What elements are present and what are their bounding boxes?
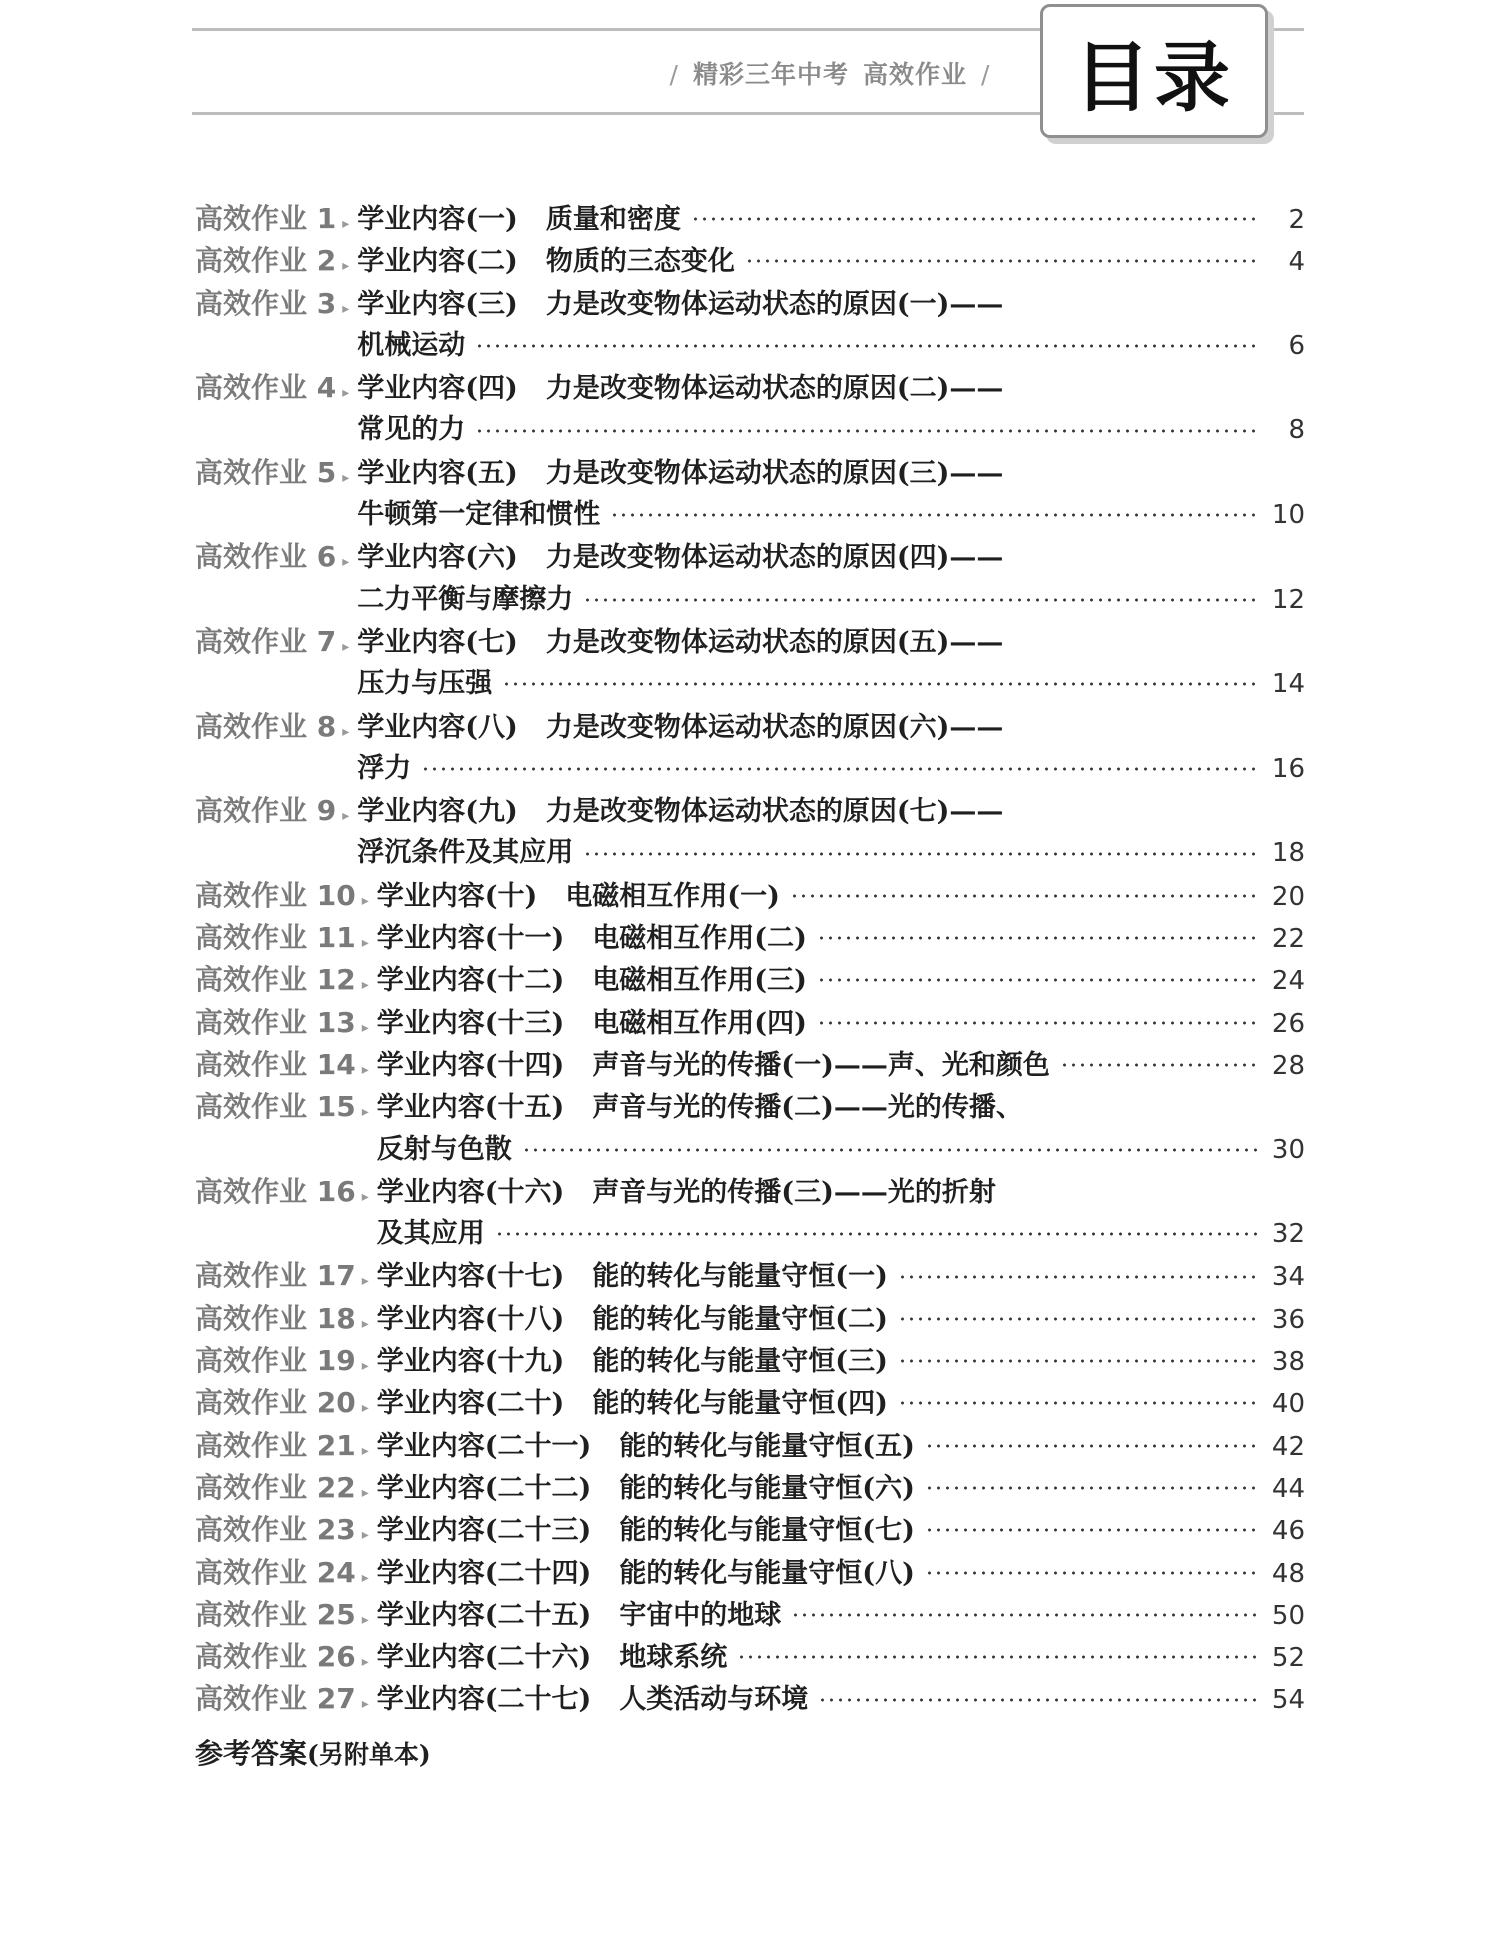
entry-topic: 电磁相互作用(一) xyxy=(565,880,780,912)
toc-entry[interactable] xyxy=(195,367,1305,452)
page-number: 12 xyxy=(1271,584,1305,615)
entry-unit: 学业内容(二十) xyxy=(376,1388,565,1420)
toc-line-continued xyxy=(195,748,1305,790)
entry-unit: 学业内容(十一) xyxy=(376,923,565,955)
page-title: 目录 xyxy=(1074,32,1234,122)
toc-line xyxy=(195,1467,1305,1509)
toc-entry[interactable] xyxy=(195,621,1305,706)
entry-topic: 力是改变物体运动状态的原因(五)—— xyxy=(545,626,1004,658)
triangle-right-icon: ▸ xyxy=(361,1696,369,1713)
entry-topic: 能的转化与能量守恒(二) xyxy=(592,1303,888,1335)
entry-topic: 电磁相互作用(二) xyxy=(592,923,807,955)
toc-entry[interactable] xyxy=(195,790,1305,875)
toc-line xyxy=(195,1086,1305,1128)
page-number: 14 xyxy=(1271,669,1305,700)
entry-unit: 学业内容(四) xyxy=(357,373,518,405)
triangle-right-icon: ▸ xyxy=(342,258,350,275)
entry-label: 高效作业 23 xyxy=(195,1513,356,1547)
toc-entry[interactable] xyxy=(195,1298,1305,1340)
toc-line xyxy=(195,1382,1305,1424)
page-number: 18 xyxy=(1271,838,1305,869)
toc-line xyxy=(195,1552,1305,1594)
entry-topic: 力是改变物体运动状态的原因(六)—— xyxy=(545,711,1004,743)
entry-label: 高效作业 16 xyxy=(195,1174,356,1208)
entry-topic: 电磁相互作用(三) xyxy=(592,965,807,997)
triangle-right-icon: ▸ xyxy=(361,1358,369,1375)
page-number: 44 xyxy=(1271,1473,1305,1504)
toc-entry[interactable] xyxy=(195,198,1305,240)
toc-line-continued xyxy=(195,663,1305,705)
entry-topic: 力是改变物体运动状态的原因(三)—— xyxy=(545,457,1004,489)
page-number: 6 xyxy=(1288,330,1305,361)
toc-line xyxy=(195,1171,1305,1213)
entry-label: 高效作业 24 xyxy=(195,1555,356,1589)
title-tab xyxy=(1040,4,1268,138)
dot-leader xyxy=(522,1147,1259,1153)
entry-unit: 学业内容(六) xyxy=(357,542,518,574)
page-number: 46 xyxy=(1271,1516,1305,1547)
triangle-right-icon: ▸ xyxy=(361,1569,369,1586)
toc-entry[interactable] xyxy=(195,536,1305,621)
dot-leader xyxy=(925,1570,1259,1576)
toc-line-continued xyxy=(195,494,1305,536)
entry-topic-continued: 压力与压强 xyxy=(357,668,493,700)
page-number: 34 xyxy=(1271,1262,1305,1293)
entry-unit: 学业内容(二十二) xyxy=(376,1472,592,1504)
entry-topic: 地球系统 xyxy=(619,1642,728,1674)
entry-label: 高效作业 26 xyxy=(195,1640,356,1674)
entry-label: 高效作业 7 xyxy=(195,624,337,658)
dot-leader xyxy=(610,512,1259,518)
triangle-right-icon: ▸ xyxy=(361,1188,369,1205)
page-number: 10 xyxy=(1271,500,1305,531)
toc-entry[interactable] xyxy=(195,875,1305,917)
page-number: 8 xyxy=(1288,415,1305,446)
dot-leader xyxy=(502,681,1259,687)
toc-entry[interactable] xyxy=(195,1467,1305,1509)
entry-topic: 力是改变物体运动状态的原因(四)—— xyxy=(545,542,1004,574)
entry-label: 高效作业 14 xyxy=(195,1047,356,1081)
toc-line xyxy=(195,1636,1305,1678)
dot-leader xyxy=(818,1697,1259,1703)
dot-leader xyxy=(737,1654,1259,1660)
entry-label: 高效作业 3 xyxy=(195,286,337,320)
page-number: 32 xyxy=(1271,1219,1305,1250)
entry-topic: 声音与光的传播(三)——光的折射 xyxy=(592,1176,996,1208)
entry-topic: 宇宙中的地球 xyxy=(619,1599,782,1631)
triangle-right-icon: ▸ xyxy=(342,638,350,655)
entry-unit: 学业内容(十八) xyxy=(376,1303,565,1335)
toc-line-continued xyxy=(195,409,1305,451)
toc-line xyxy=(195,283,1305,325)
toc-line xyxy=(195,706,1305,748)
toc-line xyxy=(195,1509,1305,1551)
entry-unit: 学业内容(十五) xyxy=(376,1092,565,1124)
toc-entry[interactable] xyxy=(195,1552,1305,1594)
entry-label: 高效作业 20 xyxy=(195,1386,356,1420)
entry-unit: 学业内容(二十四) xyxy=(376,1557,592,1589)
toc-entry[interactable] xyxy=(195,452,1305,537)
entry-unit: 学业内容(十) xyxy=(376,880,538,912)
entry-label: 高效作业 17 xyxy=(195,1259,356,1293)
dot-leader xyxy=(898,1274,1259,1280)
page-number: 20 xyxy=(1271,881,1305,912)
entry-label: 高效作业 27 xyxy=(195,1682,356,1716)
entry-topic: 力是改变物体运动状态的原因(一)—— xyxy=(545,288,1004,320)
entry-unit: 学业内容(十六) xyxy=(376,1176,565,1208)
toc-line-continued xyxy=(195,325,1305,367)
answers-paren-note: (另附单本) xyxy=(307,1740,431,1769)
entry-topic-continued: 浮沉条件及其应用 xyxy=(357,837,574,869)
entry-label: 高效作业 2 xyxy=(195,244,337,278)
toc-entry[interactable] xyxy=(195,1594,1305,1636)
triangle-right-icon: ▸ xyxy=(361,1061,369,1078)
triangle-right-icon: ▸ xyxy=(361,1315,369,1332)
entry-label: 高效作业 25 xyxy=(195,1597,356,1631)
entry-topic: 物质的三态变化 xyxy=(545,246,735,278)
entry-topic-continued: 浮力 xyxy=(357,752,412,784)
entry-topic: 力是改变物体运动状态的原因(二)—— xyxy=(545,373,1004,405)
entry-topic: 能的转化与能量守恒(一) xyxy=(592,1261,888,1293)
toc-entry[interactable] xyxy=(195,283,1305,368)
entry-unit: 学业内容(三) xyxy=(357,288,518,320)
toc-entry[interactable] xyxy=(195,1002,1305,1044)
entry-topic: 能的转化与能量守恒(六) xyxy=(619,1472,915,1504)
triangle-right-icon: ▸ xyxy=(361,1611,369,1628)
triangle-right-icon: ▸ xyxy=(361,935,369,952)
entry-label: 高效作业 18 xyxy=(195,1301,356,1335)
toc-line-continued xyxy=(195,1129,1305,1171)
entry-unit: 学业内容(二十六) xyxy=(376,1642,592,1674)
toc-entry[interactable] xyxy=(195,1636,1305,1678)
toc-entry[interactable] xyxy=(195,1425,1305,1467)
page-number: 50 xyxy=(1271,1600,1305,1631)
entry-unit: 学业内容(八) xyxy=(357,711,518,743)
entry-label: 高效作业 4 xyxy=(195,371,337,405)
entry-unit: 学业内容(二十七) xyxy=(376,1684,592,1716)
toc-line xyxy=(195,536,1305,578)
triangle-right-icon: ▸ xyxy=(361,1442,369,1459)
series-slash-right: / xyxy=(981,60,991,89)
entry-topic: 能的转化与能量守恒(四) xyxy=(592,1388,888,1420)
dot-leader xyxy=(925,1527,1259,1533)
entry-topic: 能的转化与能量守恒(三) xyxy=(592,1346,888,1378)
triangle-right-icon: ▸ xyxy=(342,554,350,571)
series-name: 精彩三年中考 xyxy=(692,60,849,89)
series-banner xyxy=(650,55,1010,91)
entry-topic-continued: 二力平衡与摩擦力 xyxy=(357,583,574,615)
toc-entry[interactable] xyxy=(195,917,1305,959)
triangle-right-icon: ▸ xyxy=(361,1400,369,1417)
dot-leader xyxy=(817,977,1259,983)
triangle-right-icon: ▸ xyxy=(342,300,350,317)
page-number: 52 xyxy=(1271,1643,1305,1674)
triangle-right-icon: ▸ xyxy=(342,469,350,486)
series-slash-left: / xyxy=(669,60,679,89)
dot-leader xyxy=(925,1443,1259,1449)
answers-label: 参考答案 xyxy=(195,1737,308,1770)
dot-leader xyxy=(817,935,1259,941)
toc-line xyxy=(195,1298,1305,1340)
entry-label: 高效作业 6 xyxy=(195,540,337,574)
triangle-right-icon: ▸ xyxy=(361,1104,369,1121)
entry-label: 高效作业 1 xyxy=(195,202,337,235)
entry-unit: 学业内容(五) xyxy=(357,457,518,489)
page-number: 54 xyxy=(1271,1685,1305,1716)
dot-leader xyxy=(583,851,1259,857)
toc-line-continued xyxy=(195,579,1305,621)
entry-topic: 能的转化与能量守恒(七) xyxy=(619,1515,915,1547)
toc-line xyxy=(195,917,1305,959)
toc-entry[interactable] xyxy=(195,1382,1305,1424)
triangle-right-icon: ▸ xyxy=(361,1654,369,1671)
dot-leader xyxy=(898,1358,1259,1364)
toc-entry[interactable] xyxy=(195,240,1305,282)
page-number: 40 xyxy=(1271,1389,1305,1420)
page-number: 38 xyxy=(1271,1347,1305,1378)
toc-line xyxy=(195,790,1305,832)
dot-leader xyxy=(745,258,1259,264)
page-number: 28 xyxy=(1271,1050,1305,1081)
entry-topic: 声音与光的传播(二)——光的传播、 xyxy=(592,1092,1023,1124)
triangle-right-icon: ▸ xyxy=(361,892,369,909)
entry-unit: 学业内容(二十三) xyxy=(376,1515,592,1547)
entry-label: 高效作业 19 xyxy=(195,1344,356,1378)
entry-label: 高效作业 10 xyxy=(195,878,356,912)
entry-unit: 学业内容(七) xyxy=(357,626,518,658)
toc-line xyxy=(195,1044,1305,1086)
entry-label: 高效作业 21 xyxy=(195,1428,356,1462)
triangle-right-icon: ▸ xyxy=(342,808,350,825)
entry-label: 高效作业 13 xyxy=(195,1005,356,1039)
entry-topic-continued: 反射与色散 xyxy=(376,1133,512,1165)
page-number: 36 xyxy=(1271,1304,1305,1335)
toc-line xyxy=(195,1425,1305,1467)
entry-topic: 声音与光的传播(一)——声、光和颜色 xyxy=(592,1049,1050,1081)
entry-label: 高效作业 12 xyxy=(195,963,356,997)
entry-label: 高效作业 9 xyxy=(195,794,337,828)
toc-entry[interactable] xyxy=(195,1086,1305,1171)
page-number: 16 xyxy=(1271,753,1305,784)
toc-entry[interactable] xyxy=(195,1255,1305,1297)
toc-line xyxy=(195,621,1305,663)
entry-topic-continued: 常见的力 xyxy=(357,414,466,446)
triangle-right-icon: ▸ xyxy=(361,1273,369,1290)
toc-line xyxy=(195,1594,1305,1636)
dot-leader xyxy=(790,893,1259,899)
entry-topic: 人类活动与环境 xyxy=(619,1684,809,1716)
toc-entry[interactable] xyxy=(195,1509,1305,1551)
toc-line xyxy=(195,367,1305,409)
dot-leader xyxy=(421,766,1259,772)
dot-leader xyxy=(898,1316,1259,1322)
toc-line-continued xyxy=(195,1213,1305,1255)
toc-entry[interactable] xyxy=(195,1678,1305,1720)
page-number: 42 xyxy=(1271,1431,1305,1462)
toc-line-continued xyxy=(195,832,1305,874)
page-number: 48 xyxy=(1271,1558,1305,1589)
table-of-contents xyxy=(195,198,1305,1721)
toc-line xyxy=(195,1340,1305,1382)
entry-topic: 力是改变物体运动状态的原因(七)—— xyxy=(545,796,1004,828)
entry-unit: 学业内容(十二) xyxy=(376,965,565,997)
entry-topic: 能的转化与能量守恒(五) xyxy=(619,1430,915,1462)
toc-line xyxy=(195,1678,1305,1720)
toc-entry[interactable] xyxy=(195,1044,1305,1086)
triangle-right-icon: ▸ xyxy=(361,1527,369,1544)
triangle-right-icon: ▸ xyxy=(361,977,369,994)
toc-line xyxy=(195,240,1305,282)
toc-line xyxy=(195,452,1305,494)
entry-label: 高效作业 8 xyxy=(195,709,337,743)
entry-label: 高效作业 11 xyxy=(195,921,356,955)
entry-unit: 学业内容(一) xyxy=(357,204,518,235)
triangle-right-icon: ▸ xyxy=(361,1484,369,1501)
entry-topic: 能的转化与能量守恒(八) xyxy=(619,1557,915,1589)
entry-unit: 学业内容(二) xyxy=(357,246,518,278)
page-number: 4 xyxy=(1288,247,1305,278)
entry-unit: 学业内容(二十一) xyxy=(376,1430,592,1462)
entry-topic-continued: 及其应用 xyxy=(376,1218,485,1250)
entry-topic: 电磁相互作用(四) xyxy=(592,1007,807,1039)
toc-entry[interactable] xyxy=(195,1340,1305,1382)
toc-entry[interactable] xyxy=(195,1171,1305,1256)
triangle-right-icon: ▸ xyxy=(361,1019,369,1036)
entry-topic-continued: 机械运动 xyxy=(357,329,466,361)
entry-unit: 学业内容(九) xyxy=(357,796,518,828)
toc-line xyxy=(195,1002,1305,1044)
toc-line xyxy=(195,198,1305,240)
dot-leader xyxy=(475,343,1259,349)
answers-note xyxy=(195,1732,431,1772)
page-number: 22 xyxy=(1271,924,1305,955)
page-number: 30 xyxy=(1271,1134,1305,1165)
entry-topic: 质量和密度 xyxy=(545,204,681,235)
page-number: 2 xyxy=(1288,205,1305,235)
triangle-right-icon: ▸ xyxy=(342,723,350,740)
toc-line xyxy=(195,875,1305,917)
dot-leader xyxy=(817,1020,1259,1026)
toc-entry[interactable] xyxy=(195,706,1305,791)
page-number: 24 xyxy=(1271,966,1305,997)
entry-unit: 学业内容(十四) xyxy=(376,1049,565,1081)
entry-unit: 学业内容(十三) xyxy=(376,1007,565,1039)
dot-leader xyxy=(925,1485,1259,1491)
toc-entry[interactable] xyxy=(195,959,1305,1001)
dot-leader xyxy=(495,1231,1259,1237)
toc-line xyxy=(195,959,1305,1001)
dot-leader xyxy=(691,216,1259,222)
dot-leader xyxy=(791,1612,1259,1618)
entry-label: 高效作业 22 xyxy=(195,1470,356,1504)
entry-label: 高效作业 5 xyxy=(195,455,337,489)
entry-unit: 学业内容(二十五) xyxy=(376,1599,592,1631)
series-subtitle: 高效作业 xyxy=(863,60,968,89)
dot-leader xyxy=(898,1400,1259,1406)
dot-leader xyxy=(583,597,1259,603)
entry-topic-continued: 牛顿第一定律和惯性 xyxy=(357,499,601,531)
page-number: 26 xyxy=(1271,1008,1305,1039)
triangle-right-icon: ▸ xyxy=(342,385,350,402)
entry-unit: 学业内容(十九) xyxy=(376,1346,565,1378)
entry-label: 高效作业 15 xyxy=(195,1090,356,1124)
dot-leader xyxy=(1060,1062,1259,1068)
triangle-right-icon: ▸ xyxy=(342,216,350,232)
dot-leader xyxy=(475,428,1259,434)
entry-unit: 学业内容(十七) xyxy=(376,1261,565,1293)
toc-line xyxy=(195,1255,1305,1297)
